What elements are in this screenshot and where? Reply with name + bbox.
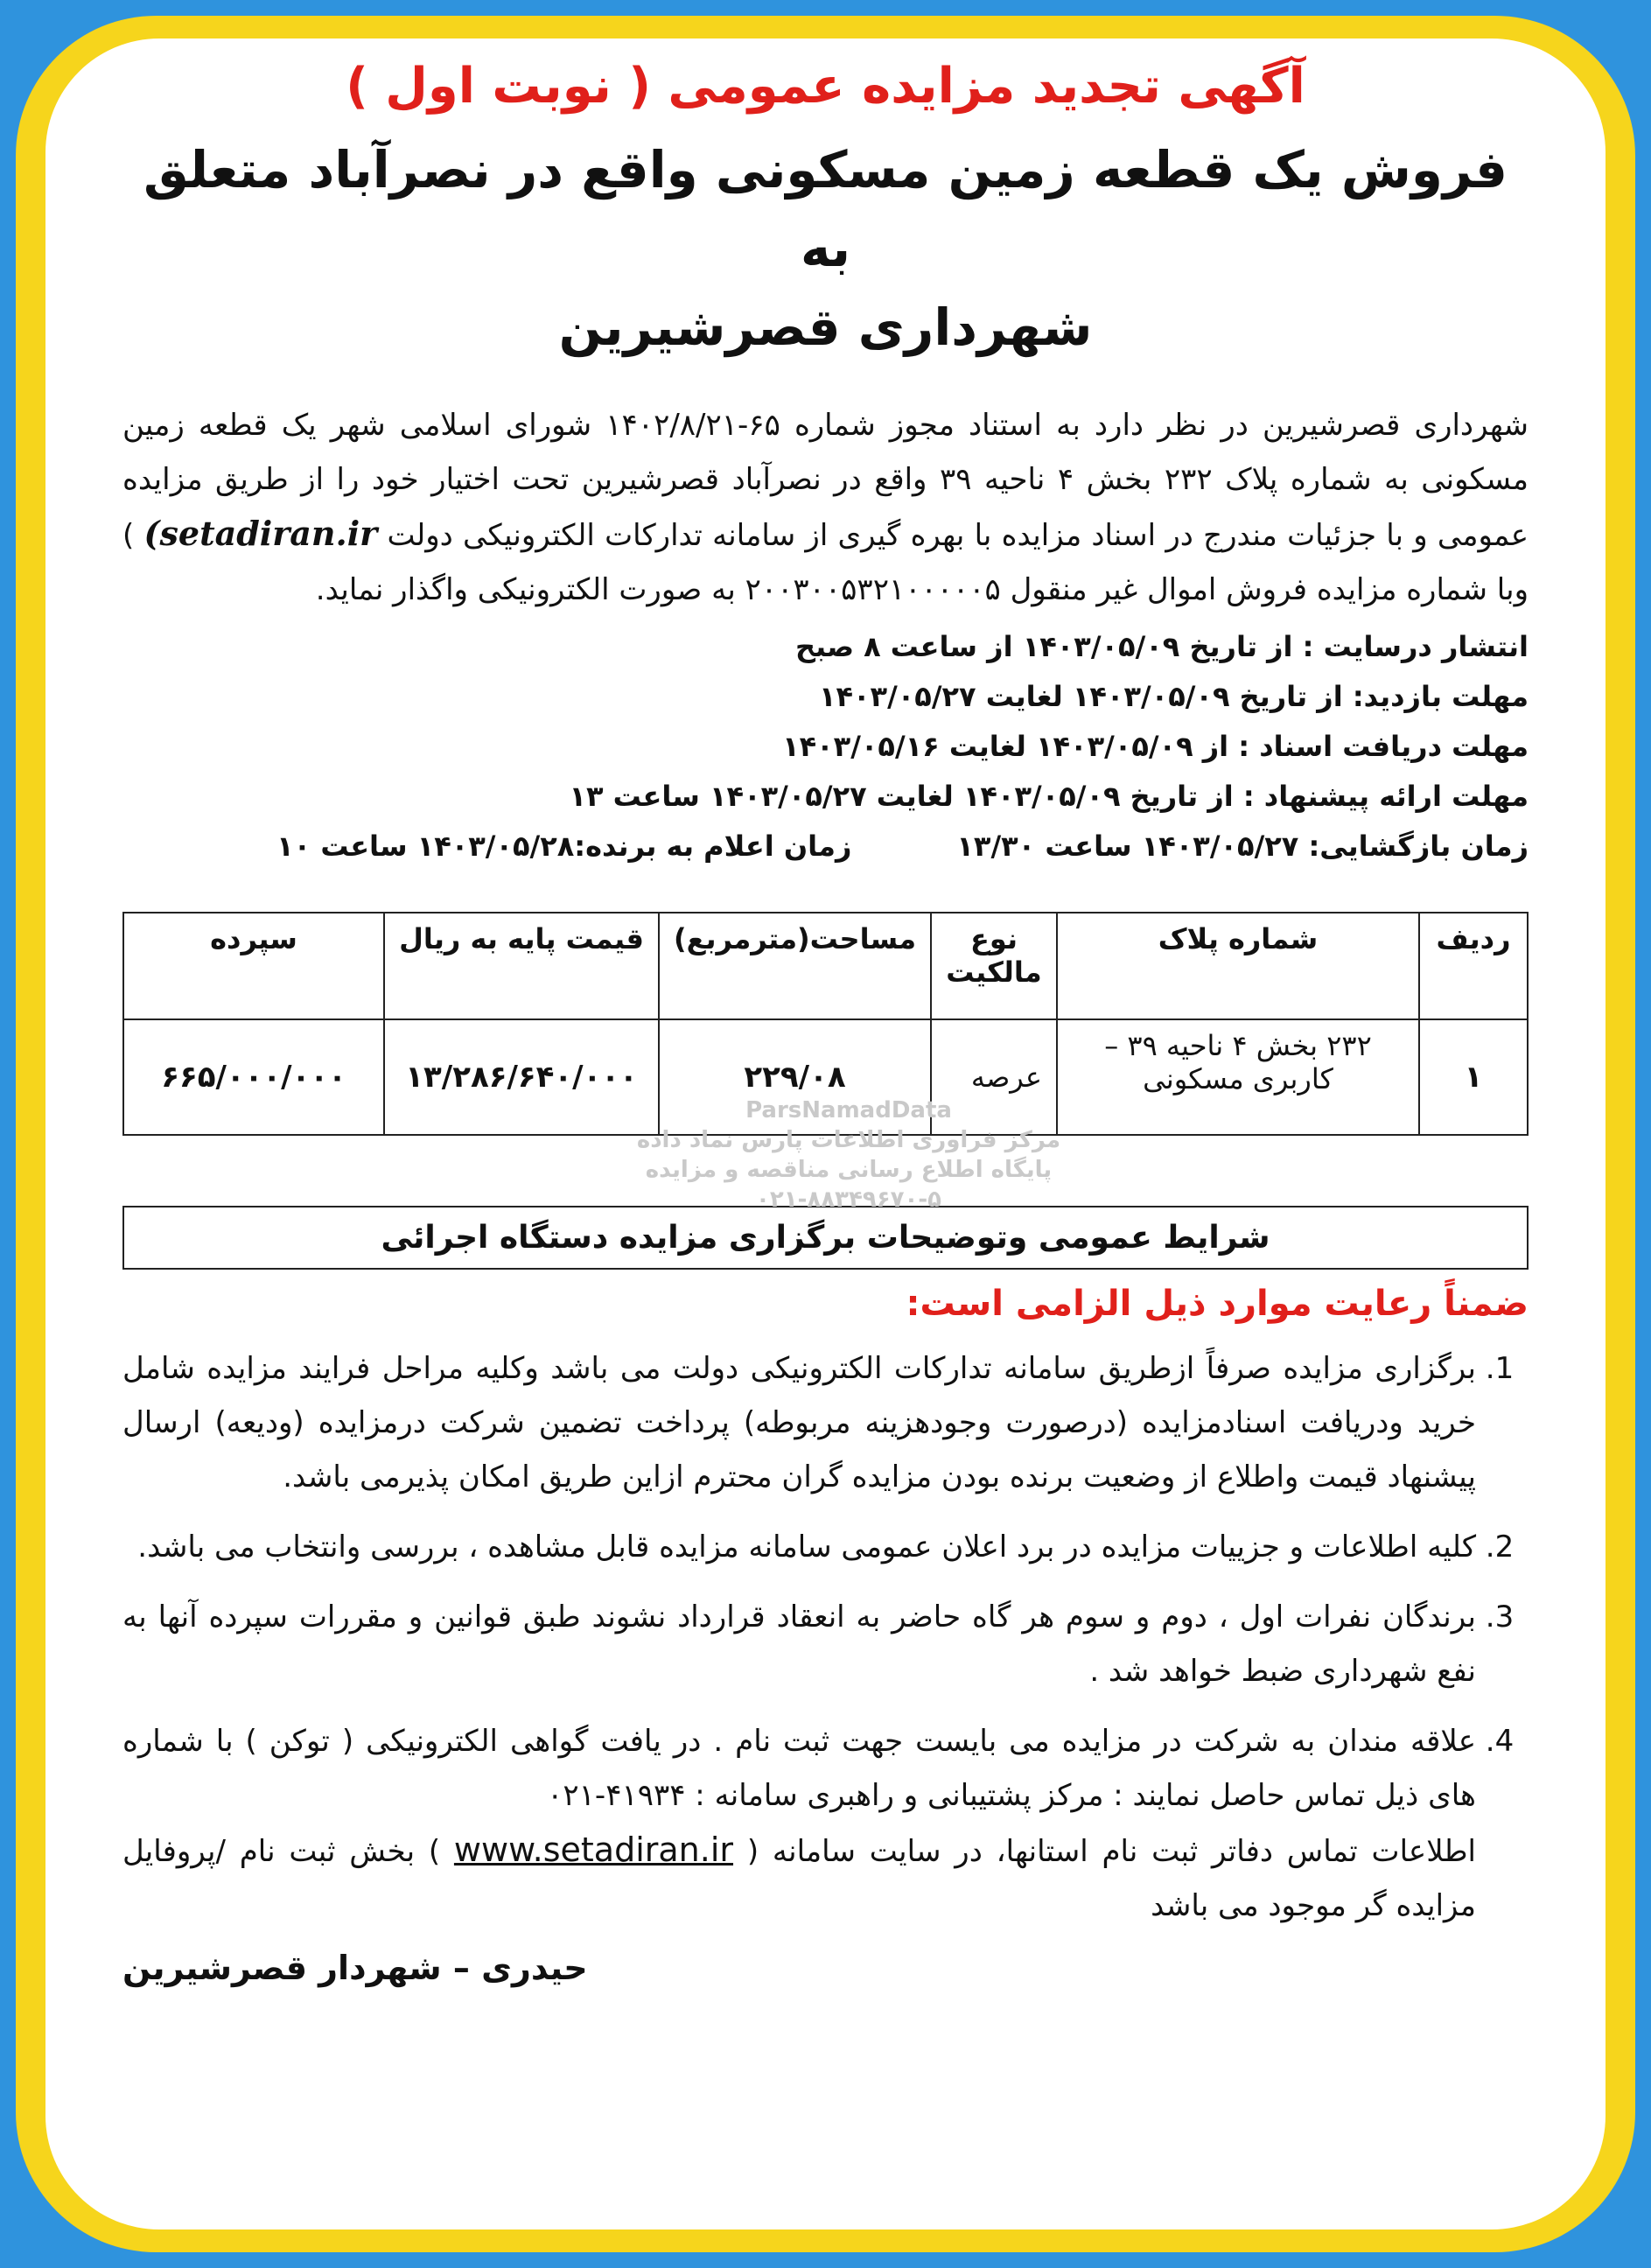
- col-deposit-header: سپرده: [123, 913, 384, 1019]
- opening-time: زمان بازگشایی: ۱۴۰۳/۰۵/۲۷ ساعت ۱۳/۳۰: [956, 830, 1529, 863]
- publish-date: انتشار درسایت : از تاریخ ۱۴۰۳/۰۵/۰۹ از ساعت ۸ صبح: [794, 630, 1529, 663]
- notice-subtitle: [122, 130, 1529, 367]
- signature: حیدری – شهردار قصرشیرین: [122, 1949, 588, 1987]
- watermark-line-2: مرکز فراوری اطلاعات پارس نماد داده: [636, 1127, 1061, 1153]
- setadiran-site-label: (setadiran.ir: [143, 514, 378, 553]
- cell-plaque: ۲۳۲ بخش ۴ ناحیه ۳۹ – کاربری مسکونی: [1057, 1019, 1419, 1135]
- col-ownership-header: نوع مالکیت: [931, 913, 1057, 1019]
- conditions-box-title: شرایط عمومی وتوضیحات برگزاری مزایده دستگاه اجرائی: [122, 1206, 1529, 1270]
- watermark-line-3: پایگاه اطلاع رسانی مناقصه و مزایده: [645, 1157, 1053, 1183]
- schedule: [122, 622, 1529, 872]
- table-wrapper: [122, 912, 1529, 1213]
- list-item: 3. برندگان نفرات اول ، دوم و سوم هر گاه حاضر به انعقاد قرارداد نشوند طبق قوانین و مقررات سپرده آنها به نفع شهرداری ضبط خواهد شد .: [122, 1590, 1476, 1698]
- list-item: 1. برگزاری مزایده صرفاً ازطریق سامانه تدارکات الکترونیکی دولت می باشد وکلیه مراحل فرایند مزایده شامل خرید ودریافت اسنادمزایده (درصورت وجودهزینه مربوطه) پرداخت تضمین شرکت درمزایده (ودیعه) ارسال پیشنهاد قیمت واطلاع از وضعیت برنده بودن مزایده گران محترم ازاین طریق امکان پذیرمی باشد.: [122, 1341, 1476, 1504]
- documents-deadline: مهلت دریافت اسناد : از ۱۴۰۳/۰۵/۰۹ لغایت ۱۴۰۳/۰۵/۱۶: [782, 730, 1529, 763]
- cell-ownership: عرصه: [931, 1019, 1057, 1135]
- conditions-list: [122, 1341, 1529, 1933]
- cell-area: ۲۲۹/۰۸: [659, 1019, 931, 1135]
- col-area-header: مساحت(مترمربع): [659, 913, 931, 1019]
- item4-contact-text: اطلاعات تماس دفاتر ثبت نام استانها، در سایت سامانه (: [746, 1834, 1477, 1869]
- col-price-header: قیمت پایه به ریال: [384, 913, 659, 1019]
- col-row-header: ردیف: [1419, 913, 1528, 1019]
- cell-price: ۱۳/۲۸۶/۶۴۰/۰۰۰: [384, 1019, 659, 1135]
- visit-deadline: مهلت بازدید: از تاریخ ۱۴۰۳/۰۵/۰۹ لغایت ۱۴۰۳/۰۵/۲۷: [818, 680, 1529, 713]
- col-plaque-header: شماره پلاک: [1057, 913, 1419, 1019]
- watermark: [630, 1096, 1067, 1214]
- table-header-row: [123, 913, 1528, 1019]
- notice-content: [122, 52, 1529, 1987]
- watermark-brand: ParsNamadData: [745, 1097, 952, 1124]
- item4-contact-text-end: ) بخش ثبت نام /پروفایل مزایده گر موجود می باشد: [122, 1834, 1476, 1923]
- item4-text: علاقه مندان به شرکت در مزایده می بایست جهت ثبت نام . در یافت گواهی الکترونیکی ( توکن ) با شماره های ذیل تماس حاصل نمایند : مرکز پشتیبانی و راهبری سامانه : ۴۱۹۳۴-۰۲۱: [122, 1724, 1476, 1813]
- cell-deposit: ۶۶۵/۰۰۰/۰۰۰: [123, 1019, 384, 1135]
- intro-text-continued: ) وبا شماره مزایده فروش اموال غیر منقول ۲۰۰۳۰۰۵۳۲۱۰۰۰۰۰۵ به صورت الکترونیکی واگذار نماید.: [122, 518, 1529, 607]
- list-item: 2. کلیه اطلاعات و جزییات مزایده در برد اعلان عمومی سامانه مزایده قابل مشاهده ، بررسی وانتخاب می باشد.: [122, 1520, 1476, 1574]
- setadiran-link[interactable]: www.setadiran.ir: [453, 1830, 734, 1869]
- cell-row: ۱: [1419, 1019, 1528, 1135]
- mandatory-heading: ضمناً رعایت موارد ذیل الزامی است:: [906, 1284, 1529, 1324]
- list-item: [122, 1714, 1476, 1933]
- intro-text: شهرداری قصرشیرین در نظر دارد به استناد مجوز شماره ۶۵-۱۴۰۲/۸/۲۱ شورای اسلامی شهر یک قطعه زمین مسکونی به شماره پلاک ۲۳۲ بخش ۴ ناحیه ۳۹ واقع در نصرآباد قصرشیرین تحت اختیار خود را از طریق مزایده عمومی و با جزئیات مندرج در اسناد مزایده با بهره گیری از سامانه تدارکات الکترونیکی دولت: [122, 408, 1529, 553]
- subtitle-line-1: فروش یک قطعه زمین مسکونی واقع در نصرآباد متعلق به: [143, 140, 1508, 278]
- watermark-phone: ۰۲۱-۸۸۳۴۹۶۷۰-۵: [755, 1186, 941, 1213]
- notice-title: آگهی تجدید مزایده عمومی ( نوبت اول ): [346, 58, 1305, 115]
- opening-row: [122, 822, 1529, 872]
- subtitle-line-2: شهرداری قصرشیرین: [558, 298, 1093, 357]
- offer-deadline: مهلت ارائه پیشنهاد : از تاریخ ۱۴۰۳/۰۵/۰۹ لغایت ۱۴۰۳/۰۵/۲۷ ساعت ۱۳: [569, 780, 1529, 813]
- intro-paragraph: [122, 398, 1529, 617]
- winner-announcement: زمان اعلام به برنده:۱۴۰۳/۰۵/۲۸ ساعت ۱۰: [276, 830, 852, 863]
